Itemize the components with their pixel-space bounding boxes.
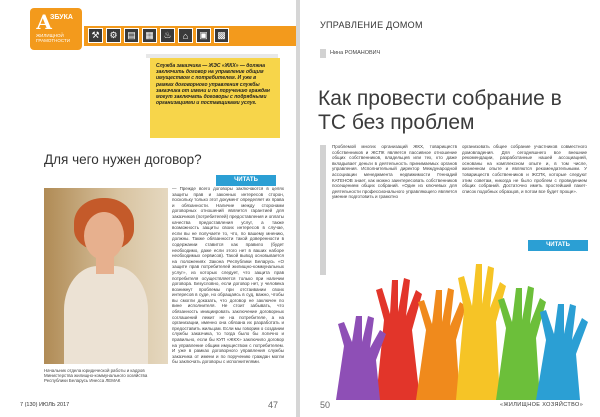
raised-hands-illustration — [336, 250, 600, 400]
photo-caption: Начальник отдела юридической работы и кадров Министерства жилищно-коммунального хозяйства Республики Беларусь Инесса ЛЕМАК — [44, 368, 148, 384]
house-icon: ⌂ — [178, 28, 193, 43]
hand-purple — [336, 316, 386, 400]
article-title: Как провести собрание в ТС без проблем — [318, 87, 562, 134]
azbuka-logo — [30, 8, 82, 50]
article-title: Для чего нужен договор? — [44, 152, 202, 167]
author-name: Нина РОМАНОВИЧ — [330, 50, 381, 56]
hand-green — [496, 286, 546, 400]
page-number: 50 — [320, 400, 331, 410]
read-button[interactable]: ЧИТАТЬ — [528, 240, 588, 251]
building-icon: ▩ — [214, 28, 229, 43]
article-body-column-1: Проблемой многих организаций ЖКХ, товариществ собственников и ЖСПК является пассивное отношение общих собственников, владельцев или тех, кто даже вкладывает деньги в деятельность принимаемых органов управления. Исполнительный директор Международной ассоциации менеджмента недвижимости Геннадий КАТЕНОВ знает, как можно заинтересовать собственников посещением общих собраний. «Один из ключевых для деятельности профессионального управляющего является умение подготовить и грамотно — [332, 144, 457, 200]
wrench-icon: ⚙ — [106, 28, 121, 43]
right-page — [300, 0, 600, 417]
column-marker — [320, 145, 326, 275]
left-page — [0, 0, 296, 417]
section-heading: УПРАВЛЕНИЕ ДОМОМ — [320, 20, 423, 30]
category-icons-row — [84, 26, 296, 46]
page-number: 47 — [268, 400, 279, 410]
left-page-header — [0, 0, 296, 48]
callout-box: Служба заказчика — ЖЭС «ЖКХ» — должна заключить договор на управление общим имуществом с потребителем. И уже в рамках договорного управления службы заказчика от имени и по поручению граждан могут заключать договоры с подрядными организациями и поставщиками услуг. — [150, 58, 280, 138]
article-body-column-2: организовать общее собрание участников совместного домовладения. Для сегодняшнего все внешние рекомендации, разработанные нашей ассоциацией, основаны на комплексном опыте и, в том числе, жизненном опыте и являются рекомендательными. У товариществ собственников и ЖСПК, которые следуют этим советам, никогда не было проблем с проведением общих собраний. Достаточно иметь простейший пакет-список подобных образцов, и потом все будет проще». — [462, 144, 587, 194]
toolbox-icon: ▣ — [196, 28, 211, 43]
hand-yellow — [456, 264, 506, 400]
issue-footer: 7 (130) ИЮЛЬ 2017 — [20, 402, 70, 408]
cabinet-icon: ▦ — [142, 28, 157, 43]
author-marker — [320, 49, 326, 58]
magazine-footer: «ЖИЛИЩНОЕ ХОЗЯЙСТВО» — [500, 402, 584, 408]
logo-word: ЗБУКА — [50, 14, 73, 21]
document-icon: ▤ — [124, 28, 139, 43]
logo-letter: А — [36, 10, 53, 34]
hand-blue — [536, 304, 588, 400]
logo-tagline: ЖИЛИЩНОЙ ГРАМОТНОСТИ — [36, 33, 70, 43]
read-button[interactable]: ЧИТАТЬ — [216, 175, 276, 186]
faucet-icon: ♨ — [160, 28, 175, 43]
portrait-photo — [44, 188, 168, 364]
hammer-icon: ⚒ — [88, 28, 103, 43]
article-body: — Прежде всего договоры заключаются в целях защиты прав и законных интересов сторон, поскольку только этот документ определяет их права и обязанности. Наличие между сторонами договорных отношений является гарантией для заказчиков (потребителей) предоставления и оплаты качества предоставления услуг, а также возможность защиты своих интересов в случае, если вы не получаете то, что, по вашему мнению, должны. Также обязанности такой доверенности в содержании ставится как правило (будет необходимо, даже если этого нет в ваших наборе необходимых сервисов). Такой вывод основывается на положениях Закона Республики Беларусь «О защите прав потребителей жилищно-коммунальных услуг», из которых следует, что защита прав потребителя осуществляется только при наличии договора. Безусловно, если договор нет, у человека возникнут проблемы при отстаивании своих интересов в суде, но обращаясь в суд, важно, чтобы вы смогли доказать, что договор не заключен по вине исполнителя. Не стоит забывать, что обязанность инициировать заключение договорных соглашений лежит не на потребителе, а на организации, именно она обязана их разработать и предоставить жильцам. Если мы говорим о создании службы заказчика, то тогда было бы логично и правильно, если бы КУП «ЖКХ» заключило договор на управление общим имуществом с потребителем. И уже в рамках договорного управления службы заказчика от имени и по поручению граждан могли бы заключать договоры с исполнителями. — [172, 186, 284, 365]
